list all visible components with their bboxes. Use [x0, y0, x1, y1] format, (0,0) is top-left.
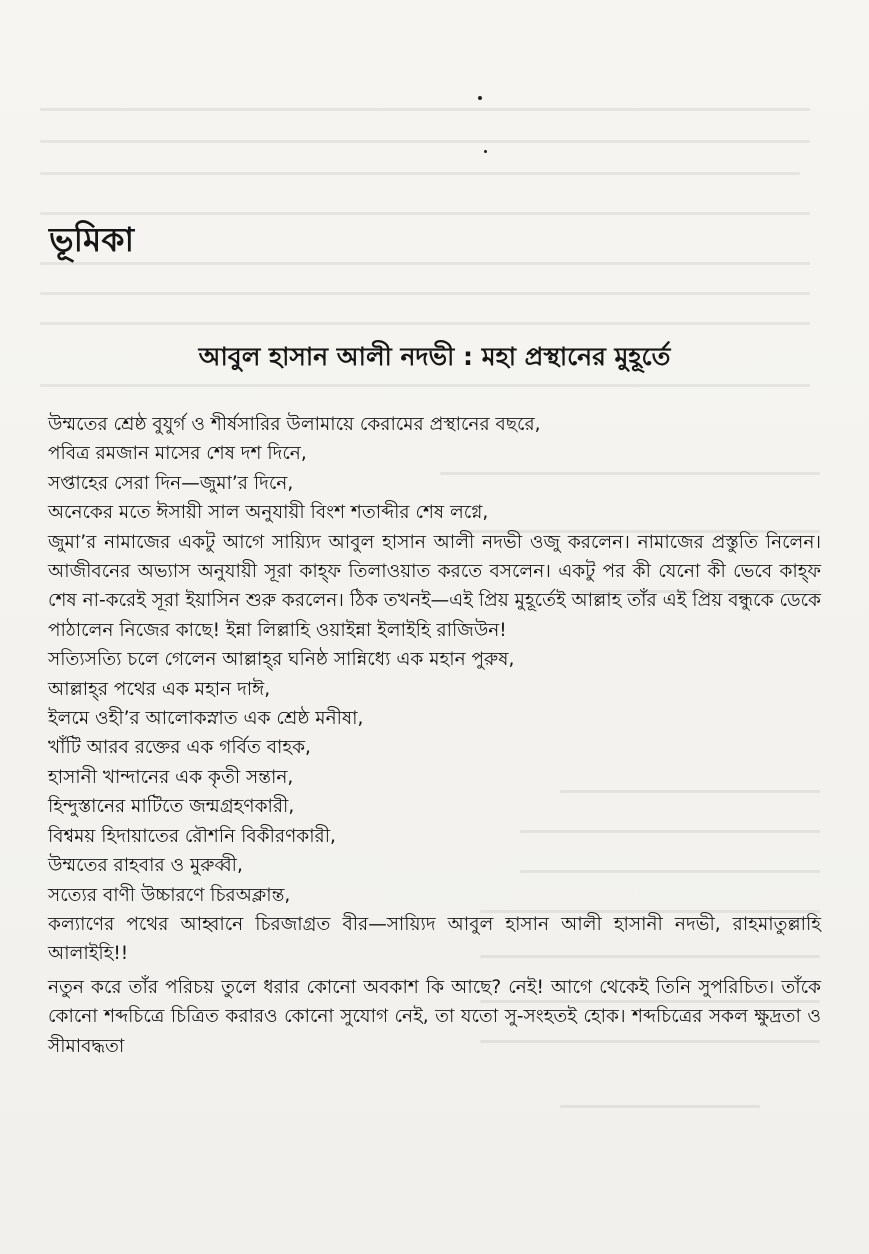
intro-verse-line: উম্মতের শ্রেষ্ঠ বুযুর্গ ও শীর্ষসারির উলামায়ে কেরামের প্রস্থানের বছরে, [48, 414, 541, 435]
paragraph-two: নতুন করে তাঁর পরিচয় তুলে ধরার কোনো অবকাশ কি আছে? নেই! আগে থেকেই তিনি সুপরিচিত। তাঁকে কোনো শব্দচিত্রে চিত্রিত করারও কোনো সুযোগ নেই, তা যতো সু-সংহতই হোক। শব্দচিত্রের সকল ক্ষুদ্রতা ও সীমাবদ্ধতা [48, 976, 821, 1057]
tribute-verse-line: খাঁটি আরব রক্তের এক গর্বিত বাহক, [48, 737, 311, 759]
ink-mark [484, 150, 487, 153]
tribute-verse-line: হিন্দুস্তানের মাটিতে জন্মগ্রহণকারী, [48, 796, 295, 818]
tribute-verse-line: সত্যের বাণী উচ্চারণে চিরঅক্লান্ত, [48, 884, 291, 906]
intro-verse-line: অনেকের মতে ঈসায়ী সাল অনুযায়ী বিংশ শতাব্দীর শেষ লগ্নে, [48, 502, 489, 524]
tribute-verse-line: হাসানী খান্দানের এক কৃতী সন্তান, [48, 766, 294, 788]
closing-verse: কল্যাণের পথের আহ্বানে চিরজাগ্রত বীর—সায়্যিদ আবুল হাসান আলী হাসানী নদভী, রাহমাতুল্লাহি আলাইহি!! [48, 913, 821, 965]
ink-mark [478, 96, 482, 100]
tribute-verse-line: আল্লাহ্‌র পথের এক মহান দাঈ, [48, 678, 271, 700]
tribute-verse-line: সত্যিসত্যি চলে গেলেন আল্লাহ্‌র ঘনিষ্ঠ সান্নিধ্যে এক মহান পুরুষ, [48, 649, 515, 671]
article-title: আবুল হাসান আলী নদভী : মহা প্রস্থানের মুহূর্তে [198, 342, 671, 371]
tribute-verse-line: ইলমে ওহী’র আলোকস্নাত এক শ্রেষ্ঠ মনীষা, [48, 708, 364, 730]
paragraph-one: জুমা’র নামাজের একটু আগে সায়্যিদ আবুল হাসান আলী নদভী ওজু করলেন। নামাজের প্রস্তুতি নিলেন। আজীবনের অভ্যাস অনুযায়ী সূরা কাহ্‌ফ তিলাওয়াত করতে বসলেন। একটু পর কী যেনো কী ভেবে কাহ্‌ফ শেষ না-করেই সূরা ইয়াসিন শুরু করলেন। ঠিক তখনই—এই প্রিয় মুহূর্তেই আল্লাহ তাঁর এই প্রিয় বন্ধুকে ডেকে পাঠালেন নিজের কাছে! ইন্না লিল্লাহি ওয়াইন্না ইলাইহি রাজিউন! [48, 531, 821, 641]
intro-verse-line: সপ্তাহের সেরা দিন—জুমা’র দিনে, [48, 472, 294, 494]
intro-verse-line: পবিত্র রমজান মাসের শেষ দশ দিনে, [48, 443, 307, 465]
section-heading: ভূমিকা [49, 220, 135, 259]
tribute-verse-line: বিশ্বময় হিদায়াতের রৌশনি বিকীরণকারী, [48, 825, 336, 847]
tribute-verse-line: উম্মতের রাহবার ও মুরুব্বী, [48, 855, 243, 877]
article-body [48, 410, 821, 1061]
